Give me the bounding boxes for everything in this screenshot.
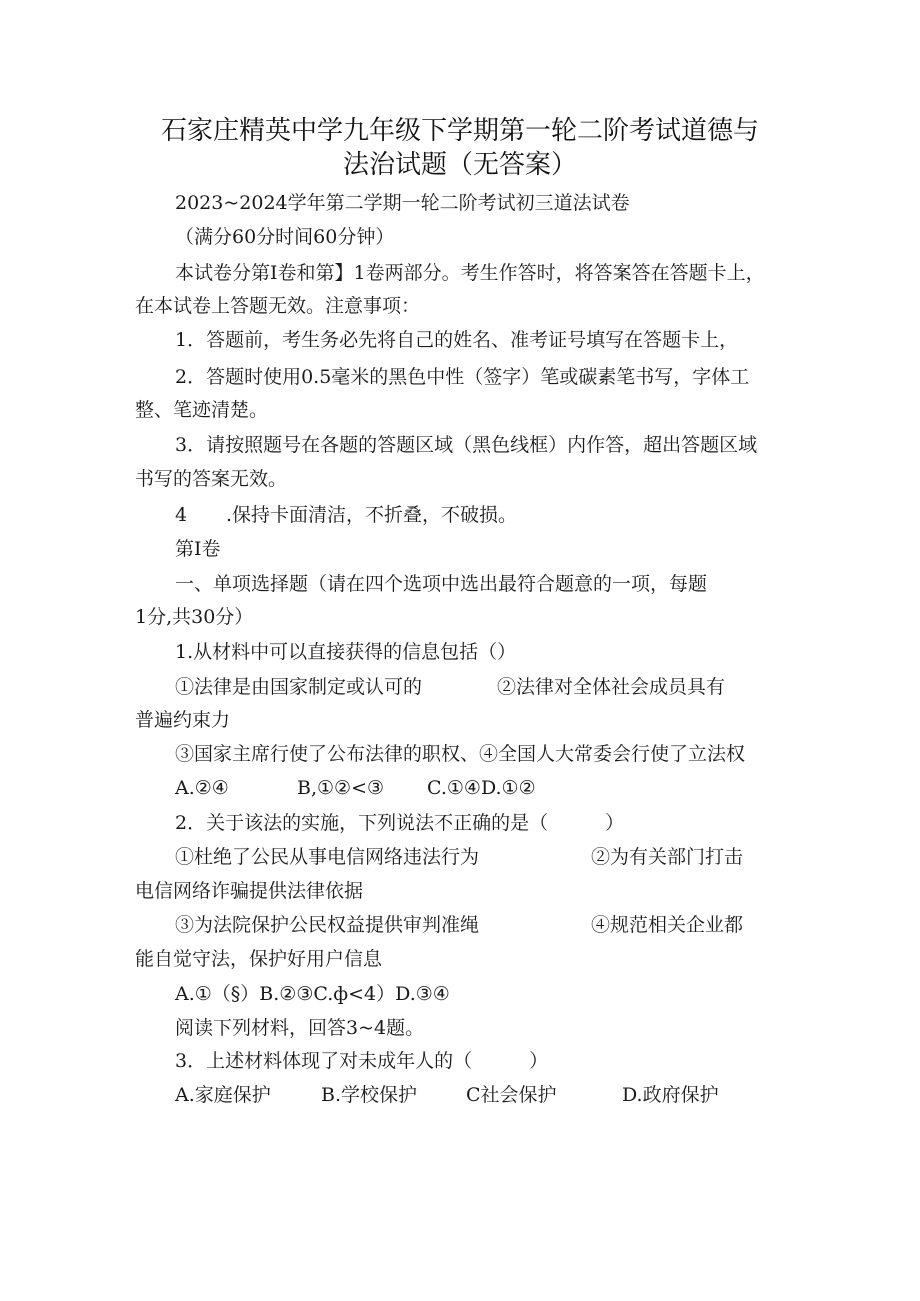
q3-choice-a: A.家庭保护 (175, 1084, 271, 1106)
doc-title-line1: 石家庄精英中学九年级下学期第一轮二阶考试道德与 (160, 116, 759, 146)
reading-prompt: 阅读下列材料，回答3~4题。 (175, 1017, 425, 1039)
q1-choice-a: A.②④ (175, 777, 229, 799)
q2-option-1: ①杜绝了公民从事电信网络违法行为 (175, 846, 480, 868)
q1-stem: 1.从材料中可以直接获得的信息包括（） (175, 641, 517, 663)
q3-choice-b: B.学校保护 (321, 1084, 418, 1106)
score-time: （满分60分时间60分钟） (175, 226, 395, 248)
q2-option-2-continued: 电信网络诈骗提供法律依据 (135, 880, 364, 902)
note-2-line1: 2．答题时使用0.5毫米的黑色中性（签字）笔或碳素笔书写，字体工 (175, 366, 750, 388)
q2-option-4-continued: 能自觉守法，保护好用户信息 (135, 948, 383, 970)
part1-heading-line1: 一、单项选择题（请在四个选项中选出最符合题意的一项，每题 (175, 573, 708, 595)
q2-option-3: ③为法院保护公民权益提供审判准绳 (175, 914, 480, 936)
q2-option-4: ④规范相关企业都 (591, 914, 744, 936)
note-4-text: .保持卡面清洁，不折叠，不破损。 (226, 504, 518, 526)
q3-choice-c: C社会保护 (466, 1084, 557, 1106)
note-2-line2: 整、笔迹清楚。 (135, 399, 269, 421)
note-3-line2: 书写的答案无效。 (135, 468, 288, 490)
q1-option-2-continued: 普遍约束力 (135, 709, 231, 731)
intro-line2: 在本试卷上答题无效。注意事项： (135, 295, 421, 317)
intro-line1: 本试卷分第I卷和第】1卷两部分。考生作答时，将答案答在答题卡上， (175, 262, 765, 284)
q1-option-2: ②法律对全体社会成员具有 (497, 676, 726, 698)
q1-option-3-4: ③国家主席行使了公布法律的职权、④全国人大常委会行使了立法权 (175, 743, 746, 765)
q2-stem: 2．关于该法的实施，下列说法不正确的是（ ） (175, 812, 625, 834)
note-4-number: 4 (175, 504, 188, 526)
volume-heading: 第I卷 (175, 538, 221, 560)
q2-option-2: ②为有关部门打击 (591, 846, 744, 868)
q2-choices: A.①（§）B.②③C.ф<4）D.③④ (175, 983, 450, 1005)
part1-heading-line2: 1分,共30分） (135, 606, 254, 628)
doc-title-line2: 法治试题（无答案） (342, 150, 577, 180)
exam-name: 2023~2024学年第二学期一轮二阶考试初三道法试卷 (175, 192, 630, 214)
note-3-line1: 3．请按照题号在各题的答题区域（黑色线框）内作答，超出答题区域 (175, 434, 758, 456)
q1-choice-c-d: C.①④D.①② (427, 777, 536, 799)
q1-option-1: ①法律是由国家制定或认可的 (175, 676, 423, 698)
note-1: 1．答题前，考生务必先将自己的姓名、准考证号填写在答题卡上， (175, 329, 739, 351)
q3-stem: 3．上述材料体现了对未成年人的（ ） (175, 1050, 549, 1072)
q1-choice-b: B,①②<③ (297, 777, 385, 799)
q3-choice-d: D.政府保护 (622, 1084, 719, 1106)
